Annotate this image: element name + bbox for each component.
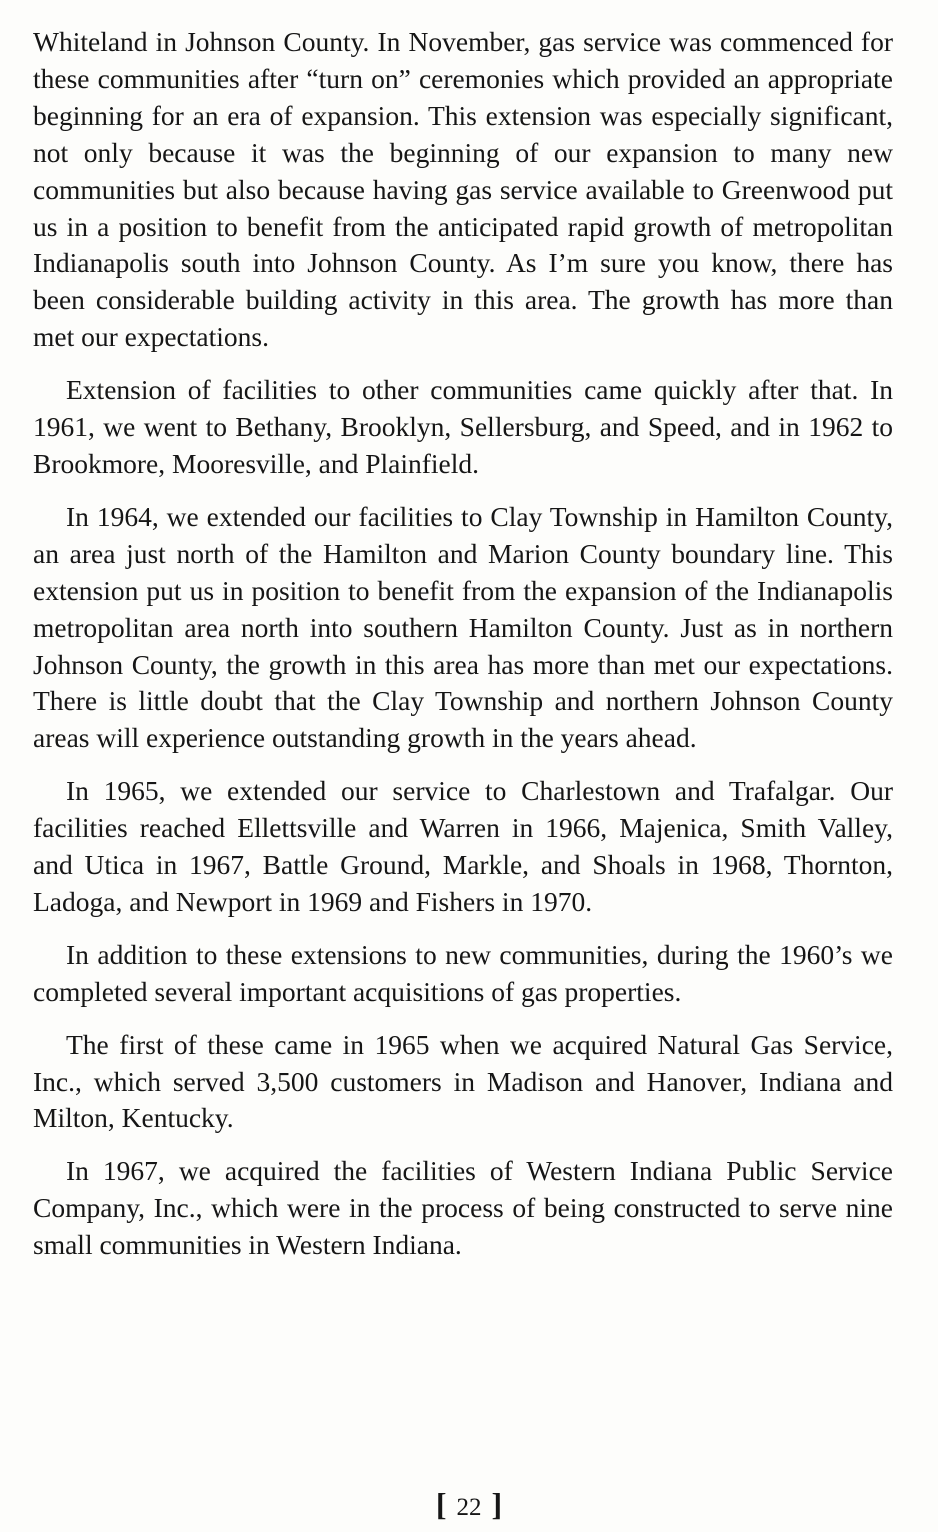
paragraph-4: In 1965, we extended our service to Charlestown and Trafalgar. Our facilities reached Ellettsville and Warren in 1966, Majenica, Smith Valley, and Utica in 1967, Battle Ground, Markle, and Shoals in 1968, Thornton, Ladoga, and Newport in 1969 and Fishers in 1970. [33, 775, 893, 917]
paragraph-5: In addition to these extensions to new communities, during the 1960’s we completed several important acquisitions of gas properties. [33, 938, 893, 1007]
page-number-footer [0, 1486, 938, 1523]
folio-right-bracket: ] [491, 1486, 503, 1522]
paragraph-3: In 1964, we extended our facilities to Clay Township in Hamilton County, an area just north of the Hamilton and Marion County boundary line. This extension put us in position to benefit from the expansion of the Indianapolis metropolitan area north into southern Hamilton County. Just as in northern Johnson County, the growth in this area has more than met our expectations. There is little doubt that the Clay Township and northern Johnson County areas will experience outstanding growth in the years ahead. [33, 500, 893, 754]
paragraph-2: Extension of facilities to other communities came quickly after that. In 1961, we went to Bethany, Brooklyn, Sellersburg, and Speed, and in 1962 to Brookmore, Mooresville, and Plainfield. [33, 374, 893, 479]
folio-left-bracket: [ [435, 1486, 447, 1522]
body-text [33, 24, 893, 1280]
paragraph-6: The first of these came in 1965 when we acquired Natural Gas Service, Inc., which served 3,500 customers in Madison and Hanover, Indiana and Milton, Kentucky. [33, 1028, 893, 1134]
paragraph-7: In 1967, we acquired the facilities of Western Indiana Public Service Company, Inc., which were in the process of being constructed to serve nine small communities in Western Indiana. [33, 1155, 893, 1261]
paragraph-1: Whiteland in Johnson County. In November, gas service was commenced for these communities after “turn on” ceremonies which provided an appropriate beginning for an era of expansion. This extension was especially significant, not only because it was the beginning of our expansion to many new communities but also because having gas service available to Greenwood put us in a position to benefit from the anticipated rapid growth of metropolitan Indianapolis south into Johnson County. As I’m sure you know, there has been considerable building activity in this area. The growth has more than met our expectations. [33, 26, 893, 353]
page-number: 22 [456, 1494, 482, 1521]
